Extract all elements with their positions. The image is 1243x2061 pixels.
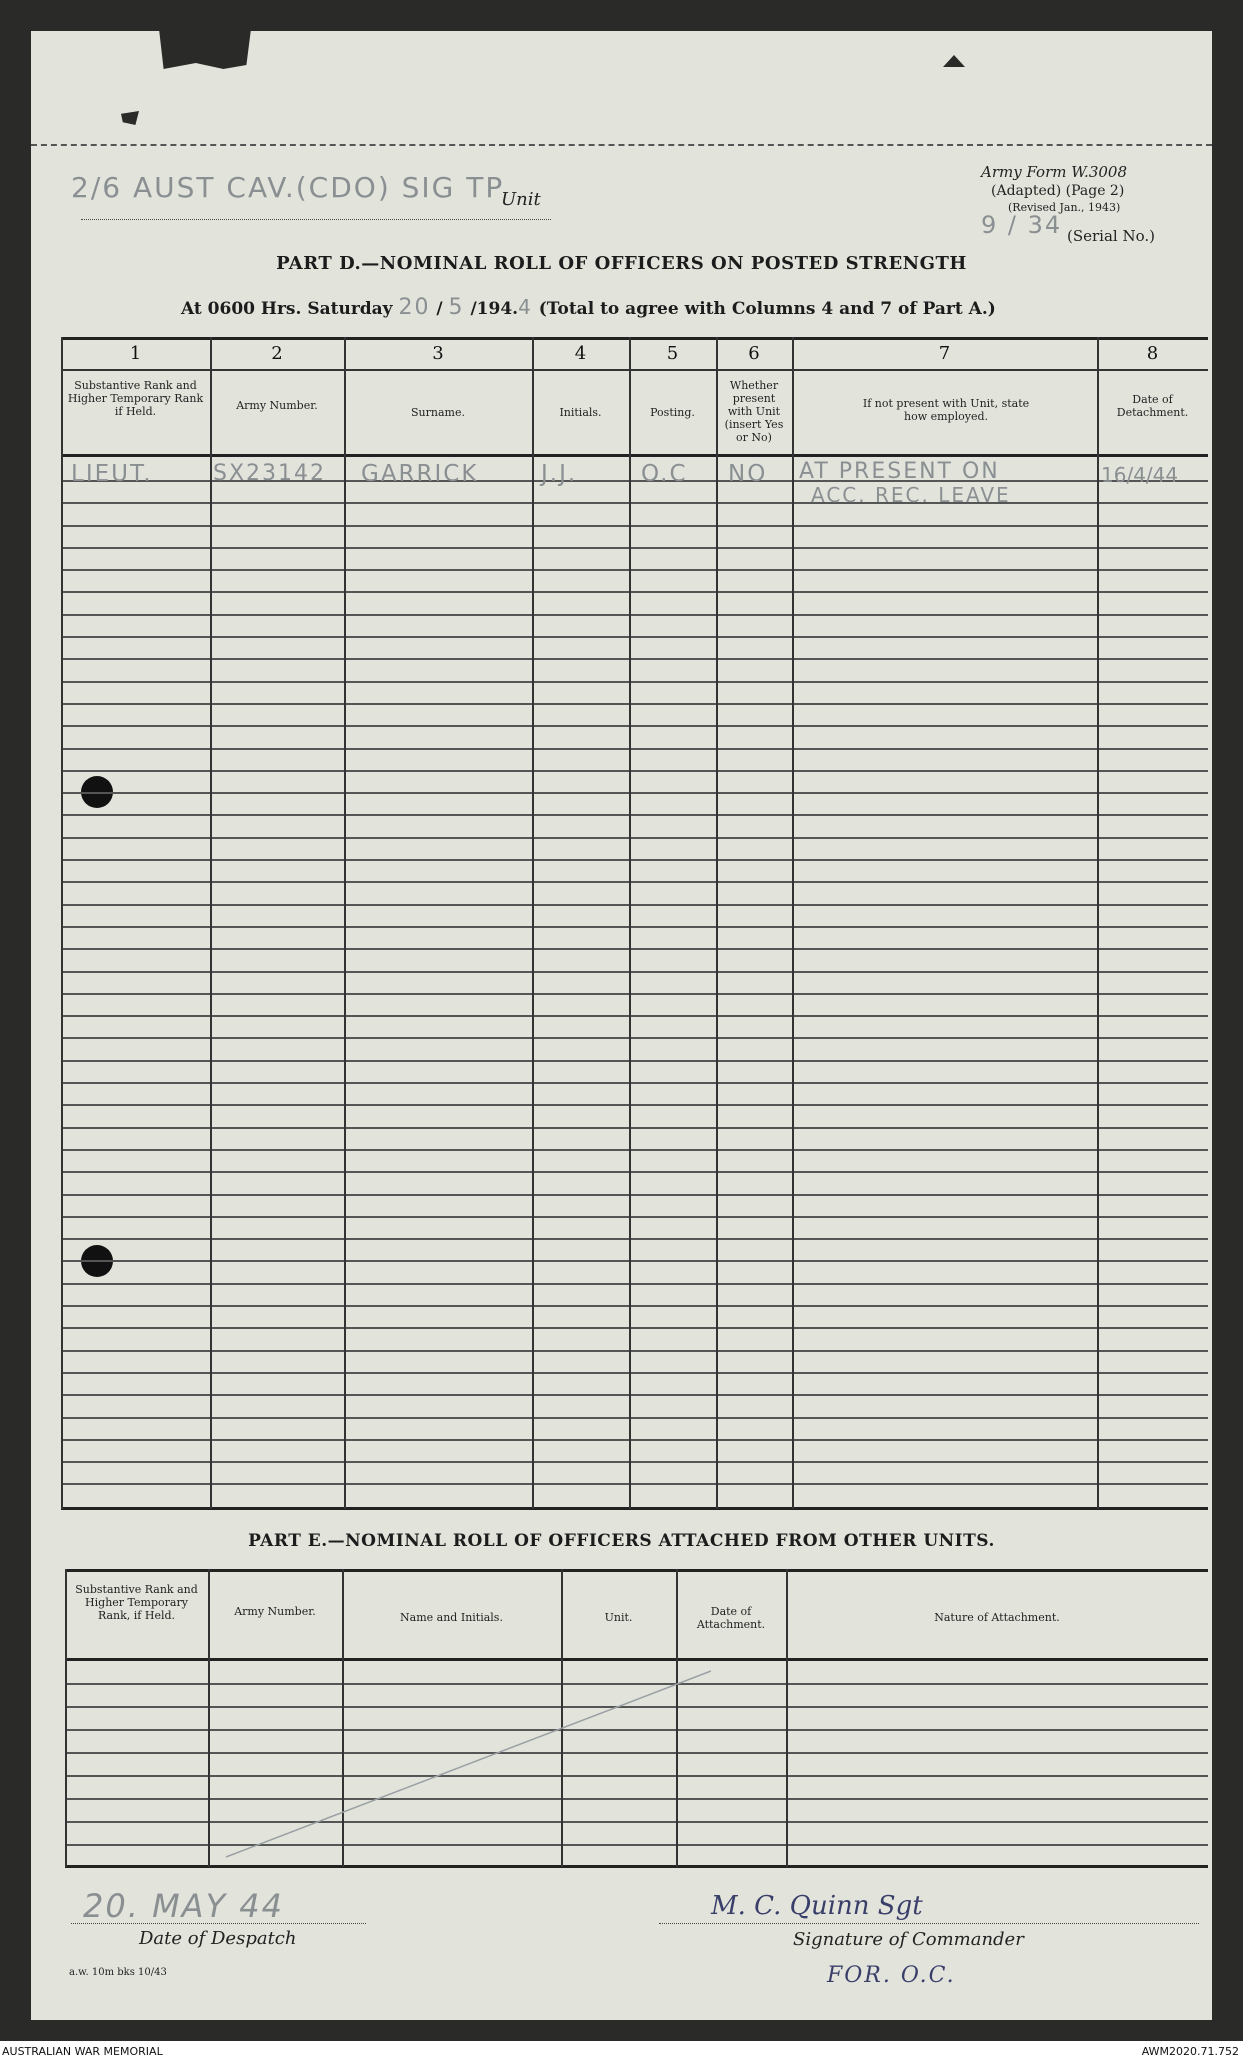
col-number: 3 [432,343,444,364]
col-number: 7 [938,343,951,364]
print-code: a.w. 10m bks 10/43 [69,1967,167,1978]
army-form-number: Army Form W.3008 [981,163,1127,181]
signature-label: Signature of Commander [793,1929,1024,1950]
col-number: 1 [129,343,142,364]
unit-label: Unit [501,189,541,210]
entry-initials: J.J. [541,461,578,487]
col-header-name: Name and Initials. [400,1611,503,1624]
part-e-title: PART E.—NOMINAL ROLL OF OFFICERS ATTACHED FROM OTHER UNITS. [248,1531,995,1551]
serial-handwritten: 9 / 34 [981,211,1063,239]
signature-dotted-line [659,1923,1199,1924]
form-adapted: (Adapted) (Page 2) [991,183,1125,199]
col-number: 8 [1146,343,1159,364]
entry-employed-line2: ACC. REC. LEAVE [811,483,1011,507]
col-header-detachment: Date of Detachment. [1116,393,1189,419]
for-oc-handwritten: FOR. O.C. [827,1963,956,1988]
col-header-nature: Nature of Attachment. [934,1611,1060,1624]
unit-handwritten: 2/6 AUST CAV.(CDO) SIG TP [71,171,505,204]
col-number: 6 [748,343,760,364]
day-handwritten: 20 [398,295,431,320]
part-d-datetime: At 0600 Hrs. Saturday 20 / 5 /194.4 (Total to agree with Columns 4 and 7 of Part A.) [181,295,996,320]
form-revised: (Revised Jan., 1943) [1008,201,1121,214]
commander-signature: M. C. Quinn Sgt [711,1891,923,1921]
entry-posting: O.C [641,461,688,487]
col-header-unit: Unit. [604,1611,633,1624]
entry-surname: GARRICK [361,461,479,487]
year-digit: 4 [518,295,533,319]
col-header-army-number: Army Number. [234,1605,316,1618]
entry-rank: LIEUT. [71,461,153,487]
cancel-stroke [31,31,1212,2020]
col-header-rank: Substantive Rank and Higher Temporary Rank if Held. [67,379,204,418]
despatch-label: Date of Despatch [139,1928,297,1949]
part-d-title: PART D.—NOMINAL ROLL OF OFFICERS ON POSTED STRENGTH [276,253,967,274]
entry-army-number: SX23142 [213,461,327,486]
col-header-attach-date: Date of Attachment. [696,1605,766,1631]
footer-left: AUSTRALIAN WAR MEMORIAL [2,2045,163,2058]
archive-footer [0,2041,1243,2061]
year-prefix: /194. [470,299,519,319]
document-page [31,31,1212,2020]
at-prefix: At 0600 Hrs. Saturday [181,299,393,319]
col-number: 2 [271,343,283,364]
entry-present: NO [728,461,768,487]
at-suffix: (Total to agree with Columns 4 and 7 of Part A.) [538,299,996,319]
col-number: 4 [574,343,587,364]
col-header-rank: Substantive Rank and Higher Temporary Rank, if Held. [75,1583,198,1622]
col-header-initials: Initials. [559,406,602,419]
col-header-posting: Posting. [650,406,695,419]
serial-label: (Serial No.) [1067,227,1155,245]
col-number: 5 [666,343,679,364]
col-header-present: Whether present with Unit (insert Yes or No) [724,379,784,444]
despatch-date-handwritten: 20. MAY 44 [83,1887,284,1925]
col-header-surname: Surname. [411,406,465,419]
despatch-dotted-line [71,1923,366,1924]
col-header-army-number: Army Number. [236,399,318,412]
entry-detachment-date: 16/4/44 [1101,463,1179,487]
month-handwritten: 5 [448,295,465,320]
entry-employed-line1: AT PRESENT ON [799,459,1000,484]
footer-right: AWM2020.71.752 [1141,2045,1239,2058]
col-header-employed: If not present with Unit, state how employed. [862,397,1030,423]
